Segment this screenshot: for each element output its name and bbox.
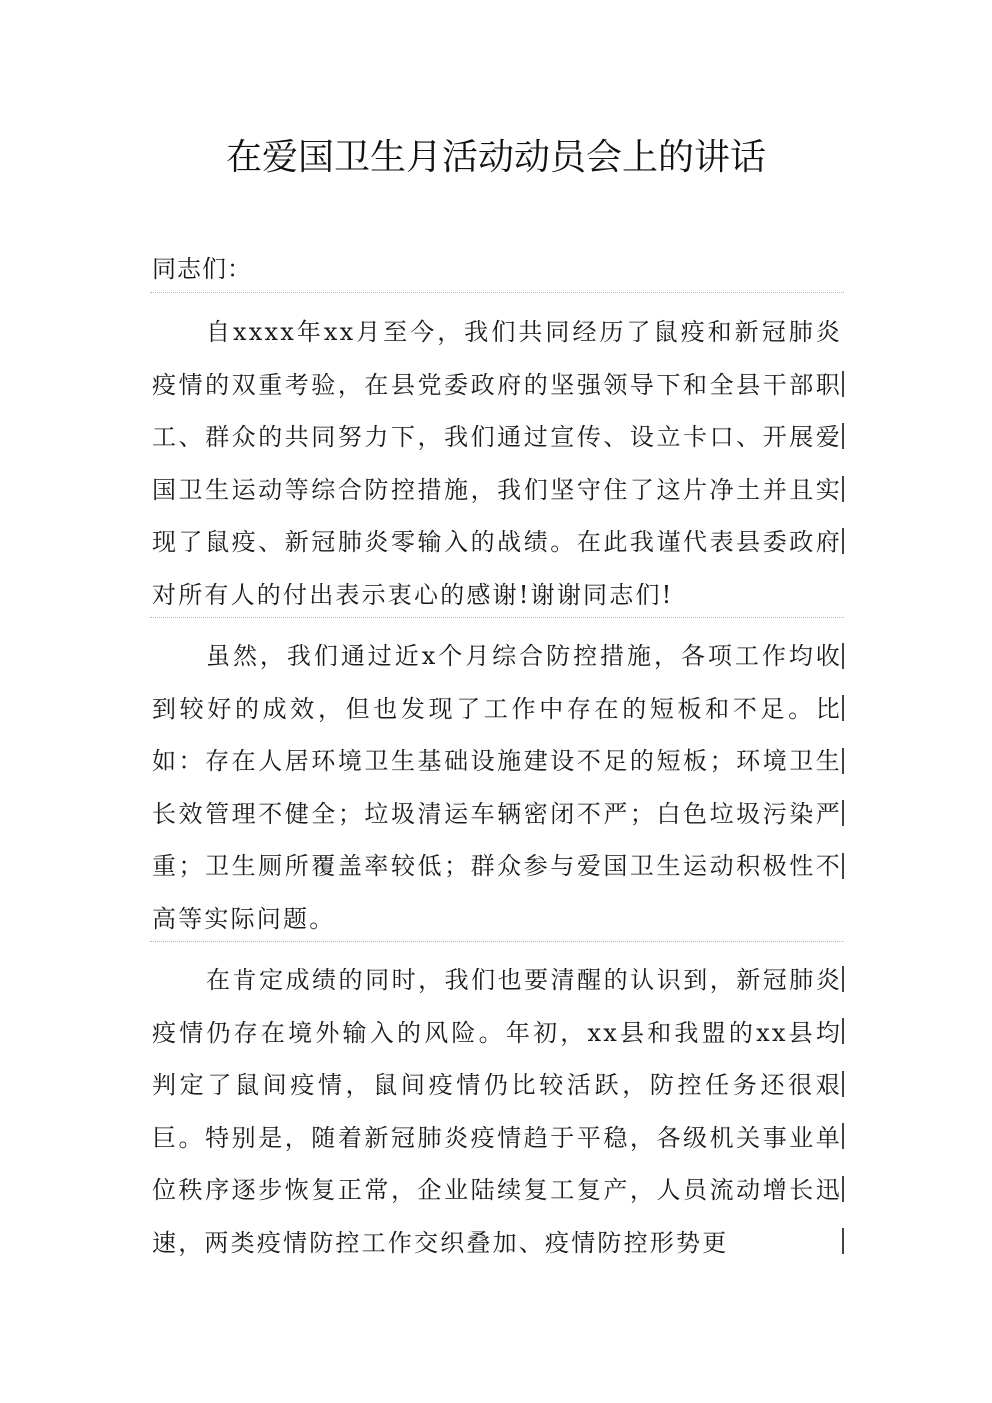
edge-mark [842, 748, 844, 774]
edge-mark [842, 528, 844, 554]
edge-mark [842, 966, 844, 992]
paragraph-divider [150, 941, 844, 942]
edge-mark [842, 423, 844, 449]
edge-mark [842, 1228, 844, 1254]
edge-mark [842, 643, 844, 669]
salutation: 同志们： [152, 255, 252, 283]
edge-mark [842, 476, 844, 502]
paragraph-1: 自xxxx年xx月至今，我们共同经历了鼠疫和新冠肺炎疫情的双重考验，在县党委政府的坚强领导下和全县干部职工、群众的共同努力下，我们通过宣传、设立卡口、开展爱国卫生运动等综合防控措施，我们坚守住了这片净土并且实现了鼠疫、新冠肺炎零输入的战绩。在此我谨代表县委政府对所有人的付出表示衷心的感谢!谢谢同志们! [152, 318, 842, 609]
document-title: 在爱国卫生月活动动员会上的讲话 [225, 137, 766, 178]
edge-mark [842, 1123, 844, 1149]
paragraph-divider [150, 617, 844, 618]
paragraph-3: 在肯定成绩的同时，我们也要清醒的认识到，新冠肺炎疫情仍存在境外输入的风险。年初，xx县和我盟的xx县均判定了鼠间疫情，鼠间疫情仍比较活跃，防控任务还很艰巨。特别是，随着新冠肺炎疫情趋于平稳，各级机关事业单位秩序逐步恢复正常，企业陆续复工复产，人员流动增长迅速，两类疫情防控工作交织叠加、疫情防控形势更 [152, 966, 842, 1257]
edge-mark [842, 1018, 844, 1044]
paragraph-divider [150, 292, 844, 293]
edge-mark [842, 1071, 844, 1097]
edge-mark [842, 853, 844, 879]
paragraph-2: 虽然，我们通过近x个月综合防控措施，各项工作均收到较好的成效，但也发现了工作中存在的短板和不足。比如：存在人居环境卫生基础设施建设不足的短板；环境卫生长效管理不健全；垃圾清运车辆密闭不严；白色垃圾污染严重；卫生厕所覆盖率较低；群众参与爱国卫生运动积极性不高等实际问题。 [152, 642, 842, 933]
edge-mark [842, 695, 844, 721]
edge-mark [842, 371, 844, 397]
edge-mark [842, 800, 844, 826]
edge-mark [842, 1176, 844, 1202]
